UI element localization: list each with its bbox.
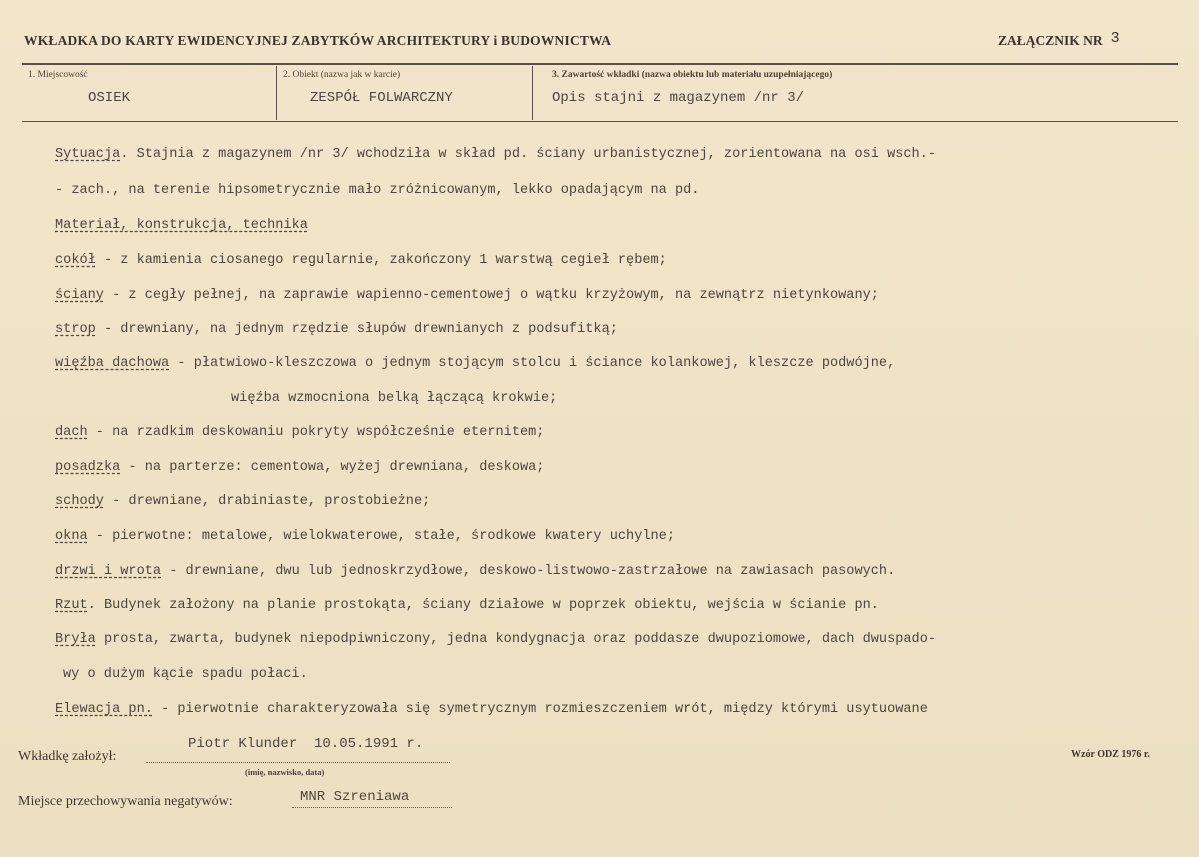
section-heading: Rzut xyxy=(55,598,88,613)
item-heading: cokół xyxy=(55,253,96,268)
text-line xyxy=(55,356,895,371)
line-text: - z cegły pełnej, na zaprawie wapienno-cementowej o wątku krzyżowym, na zewnątrz nietynkowany; xyxy=(103,288,879,303)
line-text: - pierwotnie charakteryzowała się symetrycznym rozmieszczeniem wrót, między którymi usytuowane xyxy=(152,702,928,717)
header-divider xyxy=(22,63,1178,65)
content-label: 3. Zawartość wkładki (nazwa obiektu lub materiału uzupełniającego) xyxy=(552,70,833,80)
card-title: WKŁADKA DO KARTY EWIDENCYJNEJ ZABYTKÓW ARCHITEKTURY i BUDOWNICTWA xyxy=(24,33,612,48)
line-text: - drewniane, drabiniaste, prostobieżne; xyxy=(103,494,431,509)
item-heading: posadzka xyxy=(55,460,121,475)
fields-divider xyxy=(22,121,1178,122)
object-label: 2. Obiekt (nazwa jak w karcie) xyxy=(283,70,401,80)
text-line xyxy=(55,702,928,717)
annex-number-value: 3 xyxy=(1110,30,1120,47)
text-line xyxy=(55,494,430,509)
item-heading: strop xyxy=(55,322,96,337)
line-text: - płatwiowo-kleszczowa o jednym stojącym stolcu i ściance kolankowej, kleszcze podwójne, xyxy=(169,356,896,371)
text-line xyxy=(55,253,667,268)
item-heading: więźba dachowa xyxy=(55,356,170,371)
author-line xyxy=(146,762,450,763)
annex-number xyxy=(998,30,1120,50)
negatives-value: MNR Szreniawa xyxy=(300,789,410,805)
text-line: - zach., na terenie hipsometrycznie mało zróżnicowanym, lekko opadającym na pd. xyxy=(55,183,700,198)
author-value: Piotr Klunder 10.05.1991 r. xyxy=(188,736,424,752)
heading-text: Materiał, konstrukcja, technika xyxy=(55,218,308,233)
text-line xyxy=(55,460,544,475)
text-line xyxy=(55,322,618,337)
negatives-line xyxy=(292,807,452,808)
text-line xyxy=(55,288,879,303)
line-text: - na parterze: cementowa, wyżej drewniana, deskowa; xyxy=(120,460,545,475)
text-line xyxy=(55,564,895,579)
section-heading: Sytuacja xyxy=(55,147,121,162)
locality-label: 1. Miejscowość xyxy=(28,70,88,80)
line-text: - drewniane, dwu lub jednoskrzydłowe, deskowo-listwowo-zastrzałowe na zawiasach pasowych. xyxy=(161,564,896,579)
item-heading: dach xyxy=(55,425,88,440)
item-heading: okna xyxy=(55,529,88,544)
line-text: . Budynek założony na planie prostokąta, ściany działowe w poprzek obiektu, wejścia w ścianie pn. xyxy=(87,598,879,613)
line-text: - pierwotne: metalowe, wielokwaterowe, stałe, środkowe kwatery uchylne; xyxy=(87,529,675,544)
line-text: - z kamienia ciosanego regularnie, zakończony 1 warstwą cegieł rębem; xyxy=(95,253,667,268)
text-line: więźba wzmocniona belką łączącą krokwie; xyxy=(231,391,558,406)
section-heading: Elewacja pn. xyxy=(55,702,153,717)
item-heading: drzwi i wrota xyxy=(55,564,162,579)
field-separator-2 xyxy=(532,66,533,120)
line-text: . Stajnia z magazynem /nr 3/ wchodziła w skład pd. ściany urbanistycznej, zorientowana na osi wsch.- xyxy=(120,147,937,162)
text-line: wy o dużym kącie spadu połaci. xyxy=(63,667,308,682)
section-heading xyxy=(55,218,308,233)
author-label: Wkładkę założył: xyxy=(18,749,117,764)
text-line xyxy=(55,632,936,647)
line-text: prosta, zwarta, budynek niepodpiwniczony, jedna kondygnacja oraz poddasze dwupoziomowe, dach dwuspado- xyxy=(95,632,937,647)
annex-label: ZAŁĄCZNIK NR xyxy=(998,33,1103,48)
text-line xyxy=(55,529,675,544)
content-value: Opis stajni z magazynem /nr 3/ xyxy=(552,90,805,106)
object-value: ZESPÓŁ FOLWARCZNY xyxy=(310,90,453,106)
line-text: - na rzadkim deskowaniu pokryty współcześnie eternitem; xyxy=(87,425,545,440)
negatives-label: Miejsce przechowywania negatywów: xyxy=(18,794,233,809)
item-heading: ściany xyxy=(55,288,104,303)
text-line xyxy=(55,425,544,440)
line-text: - drewniany, na jednym rzędzie słupów drewnianych z podsufitką; xyxy=(95,322,618,337)
field-separator-1 xyxy=(276,66,277,120)
author-caption: (imię, nazwisko, data) xyxy=(245,767,325,777)
section-heading: Bryła xyxy=(55,632,96,647)
form-code: Wzór ODZ 1976 r. xyxy=(1071,749,1150,760)
locality-value: OSIEK xyxy=(88,90,131,106)
text-line xyxy=(55,598,879,613)
item-heading: schody xyxy=(55,494,104,509)
text-line xyxy=(55,147,936,162)
